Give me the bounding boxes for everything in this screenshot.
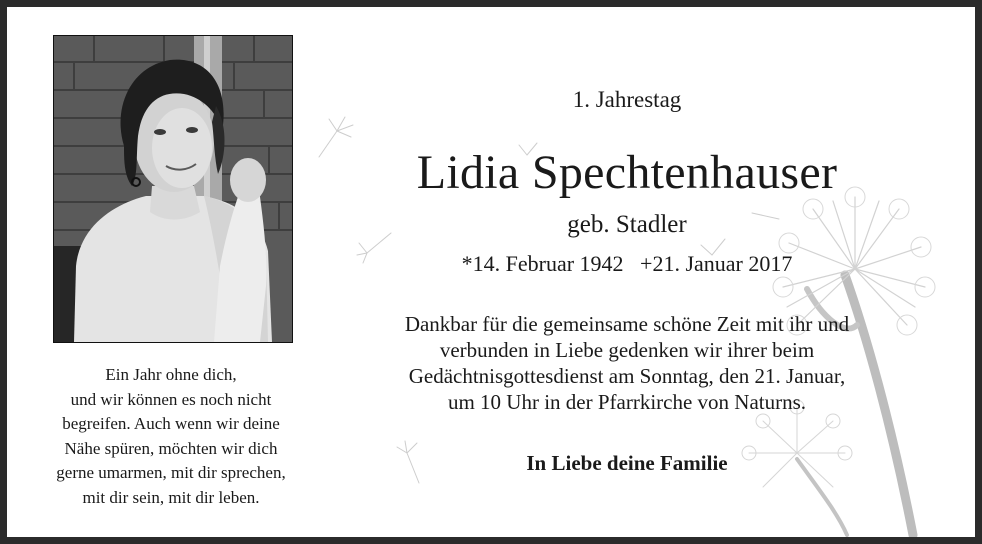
memorial-poem [19, 363, 323, 511]
message-line: um 10 Uhr in der Pfarrkirche von Naturns. [447, 390, 807, 414]
poem-line: Ein Jahr ohne dich, [105, 365, 237, 384]
life-dates [337, 251, 917, 277]
death-date: +21. Januar 2017 [640, 251, 793, 276]
poem-line: gerne umarmen, mit dir sprechen, [56, 463, 286, 483]
message-line: verbunden in Liebe gedenken wir ihrer beim [439, 338, 815, 362]
poem-line: begreifen. Auch wenn wir deine [62, 414, 280, 434]
maiden-name: geb. Stadler [567, 211, 687, 238]
poem-line: und wir können es noch nicht [70, 389, 272, 409]
message-line: Dankbar für die gemeinsame schöne Zeit mit ihr und [404, 312, 850, 336]
poem-line: mit dir sein, mit dir leben. [82, 487, 260, 507]
message-line: Gedächtnisgottesdienst am Sonntag, den 21. Januar, [408, 364, 846, 388]
remembrance-message [337, 311, 917, 415]
portrait-photo [53, 35, 293, 343]
birth-date: *14. Februar 1942 [461, 251, 624, 276]
poem-line: Nähe spüren, möchten wir dich [64, 438, 278, 458]
deceased-name: Lidia Spechtenhauser [416, 146, 838, 199]
anniversary-heading: 1. Jahrestag [572, 87, 682, 112]
family-signoff: In Liebe deine Familie [526, 451, 728, 475]
